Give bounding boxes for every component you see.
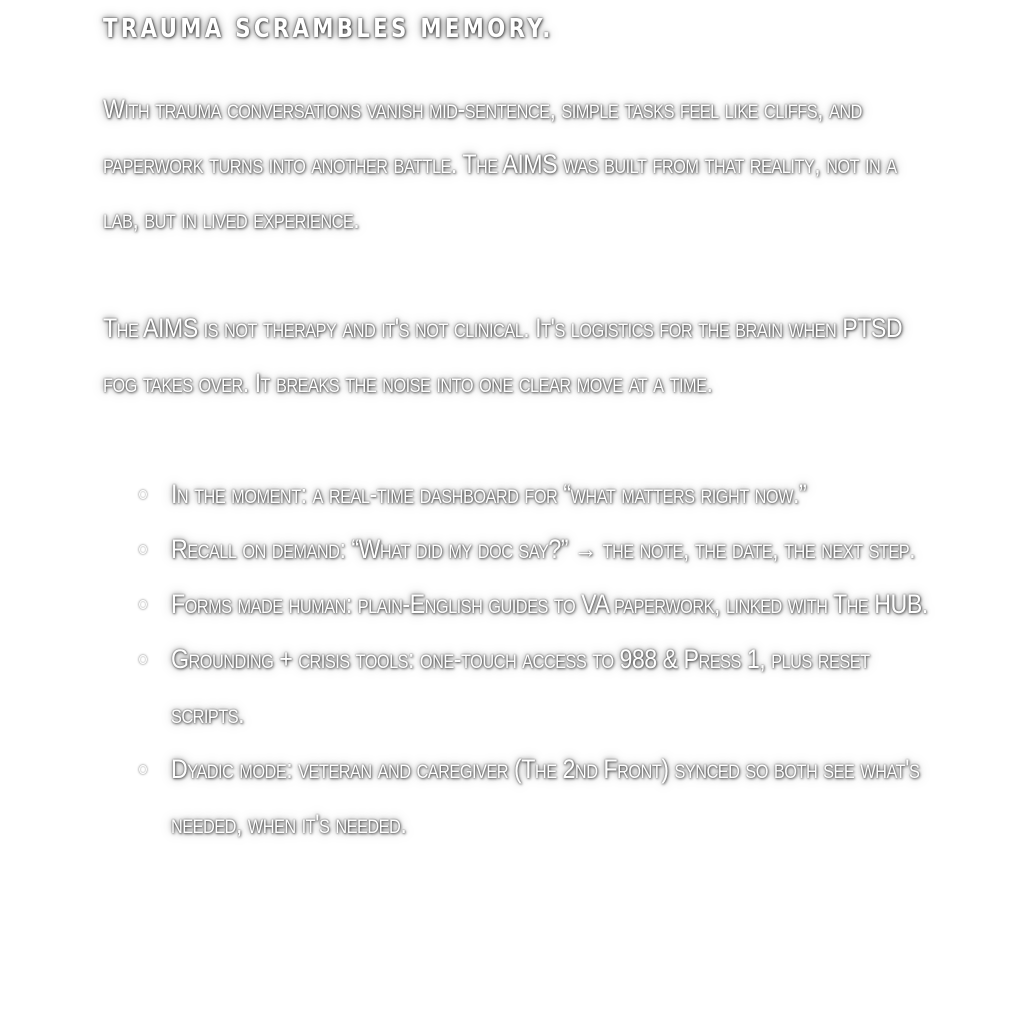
hollow-circle-bullet-icon xyxy=(139,655,147,664)
hollow-circle-bullet-icon xyxy=(139,490,147,499)
list-item-text: Forms made human: plain-English guides to VA paperwork, linked with The HUB. xyxy=(170,589,928,619)
list-item-text: In the moment: a real-time dashboard for “what matters right now.” xyxy=(170,479,807,509)
hollow-circle-bullet-icon xyxy=(139,600,147,609)
list-item xyxy=(103,522,929,577)
intro-paragraph: With trauma conversations vanish mid-sentence, simple tasks feel like cliffs, and paperwork turns into another battle. The AIMS was built from that reality, not in a lab, but in lived experience. xyxy=(103,94,897,234)
list-item xyxy=(103,632,929,742)
list-item-text: Grounding + crisis tools: one-touch access to 988 & Press 1, plus reset scripts. xyxy=(170,644,870,729)
feature-list xyxy=(103,467,929,852)
list-item xyxy=(103,577,929,632)
hollow-circle-bullet-icon xyxy=(139,765,147,774)
description-paragraph: The AIMS is not therapy and it's not clinical. It's logistics for the brain when PTSD fog takes over. It breaks the noise into one clear move at a time. xyxy=(103,313,903,398)
list-item xyxy=(103,742,929,852)
list-item xyxy=(103,467,929,522)
list-item-text: Dyadic mode: veteran and caregiver (The 2nd Front) synced so both see what's needed, when it's needed. xyxy=(170,754,920,839)
section-heading: TRAUMA SCRAMBLES MEMORY. xyxy=(103,14,554,44)
hollow-circle-bullet-icon xyxy=(139,545,147,554)
list-item-text: Recall on demand: “What did my doc say?” → the note, the date, the next step. xyxy=(170,534,916,564)
